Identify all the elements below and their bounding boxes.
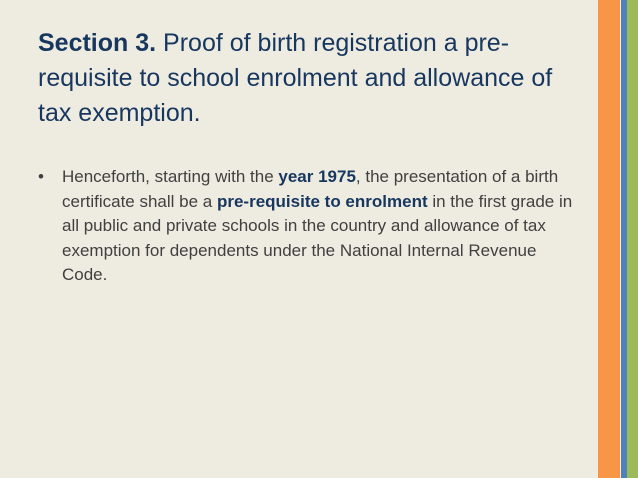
title-text: Proof of birth registration a pre-requisite to school enrolment and allowance of tax exemption.	[38, 29, 553, 127]
bullet-text	[62, 165, 578, 288]
bullet-item	[38, 165, 578, 288]
orange-stripe	[598, 0, 620, 478]
emphasis-year: year 1975	[278, 167, 356, 186]
emphasis-prerequisite: pre-requisite to enrolment	[216, 191, 428, 211]
green-stripe	[627, 0, 638, 478]
bullet-text-part3: in the first grade in all public and private schools in the country and allowance of tax exemption for dependents under the National Internal Revenue Code.	[62, 191, 573, 284]
decorative-stripes	[598, 0, 638, 478]
bullet-text-part2: , the presentation of a birth certificate shall be a	[62, 167, 559, 211]
bullet-marker: •	[38, 167, 44, 186]
slide-content	[38, 165, 578, 288]
slide-title	[38, 26, 578, 131]
section-label: Section 3.	[38, 29, 157, 57]
bullet-text-part1: Henceforth, starting with the	[62, 167, 279, 186]
